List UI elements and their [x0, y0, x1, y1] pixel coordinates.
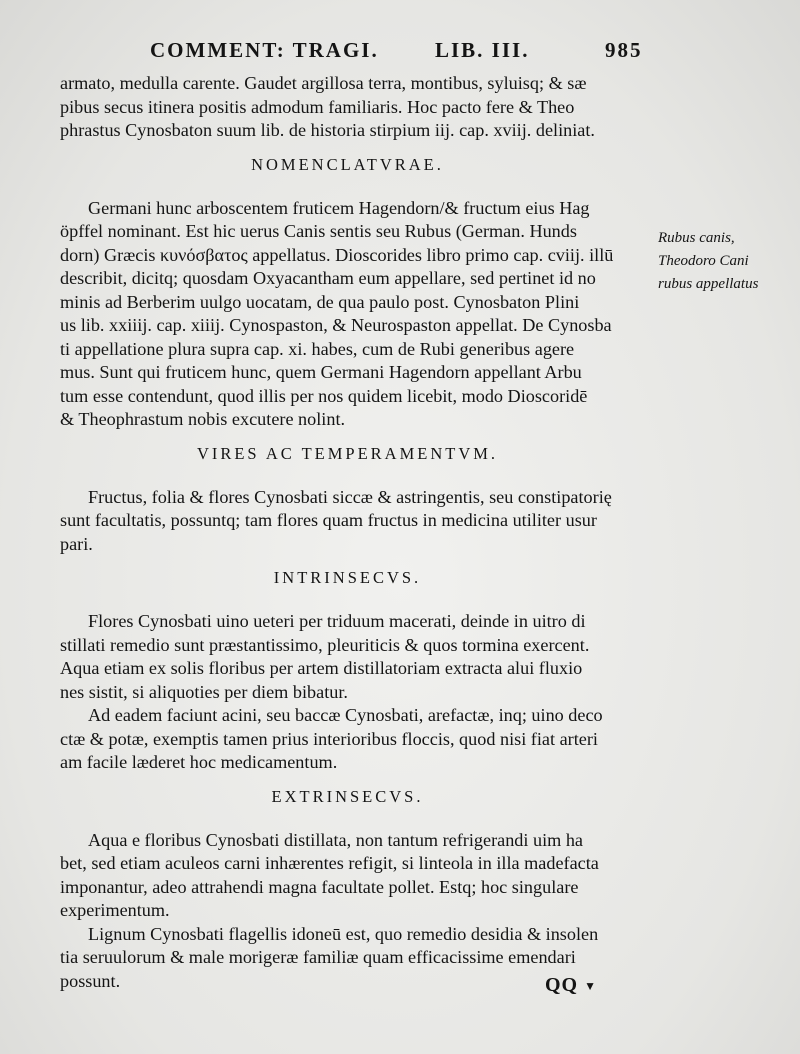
text-line: dorn) Græcis κυνόσβατος appellatus. Dioscorides libro primo cap. cviij. illū	[60, 244, 614, 265]
running-head-book: LIB. III.	[435, 38, 530, 62]
text-line: mus. Sunt qui fruticem hunc, quem Germani Hagendorn appellant Arbu	[60, 362, 582, 382]
margin-note-line: rubus appellatus	[658, 276, 759, 292]
text-line: Ad eadem faciunt acini, seu baccæ Cynosbati, arefactæ, inq; uino deco	[88, 705, 603, 725]
text-line: stillati remedio sunt præstantissimo, pleuriticis & quos tormina exercent.	[60, 634, 590, 655]
text-line: pari.	[60, 533, 93, 554]
catchword-mark-icon: ▼	[584, 978, 598, 993]
section-heading-extrinsecus: EXTRINSECVS.	[271, 786, 424, 806]
text-line: us lib. xxiiij. cap. xiiij. Cynospaston, & Neurospaston appellat. De Cynosba	[60, 315, 612, 335]
text-line: experimentum.	[60, 900, 170, 920]
text-line: Lignum Cynosbati flagellis idoneū est, quo remedio desidia & insolen	[88, 923, 599, 944]
text-line: Fructus, folia & flores Cynosbati siccæ & astringentis, seu constipatorię	[88, 486, 612, 507]
text-line: bet, sed etiam aculeos carni inhærentes refigit, si linteola in illa madefacta	[60, 853, 599, 873]
text-line: phrastus Cynosbaton suum lib. de historia stirpium iij. cap. xviij. deliniat.	[60, 120, 595, 140]
section-heading-intrinsecus: INTRINSECVS.	[273, 568, 422, 587]
text-line: Flores Cynosbati uino ueteri per triduum macerati, deinde in uitro di	[88, 611, 586, 631]
margin-note-line: Theodoro Cani	[658, 253, 749, 269]
text-line: öpffel nominant. Est hic uerus Canis sentis seu Rubus (German. Hunds	[60, 221, 577, 241]
margin-note	[658, 227, 798, 296]
text-line: sunt facultatis, possuntq; tam flores quam fructus in medicina utiliter usur	[60, 510, 597, 530]
text-line: & Theophrastum nobis excutere nolint.	[60, 409, 346, 429]
text-line: am facile læderet hoc medicamentum.	[60, 752, 338, 772]
text-line: armato, medulla carente. Gaudet argillosa terra, montibus, syluisq; & sæ	[60, 73, 587, 93]
text-line: imponantur, adeo attrahendi magna facultate pollet. Estq; hoc singulare	[60, 876, 579, 897]
page-number: 985	[605, 38, 643, 62]
signature-mark	[545, 974, 597, 997]
text-line: tia seruulorum & male morigeræ familiæ quam efficacissime emendari	[60, 947, 576, 967]
main-text	[60, 72, 655, 993]
text-line: nes sistit, si aliquoties per diem bibatur.	[60, 681, 348, 702]
text-line: Aqua e floribus Cynosbati distillata, non tantum refrigerandi uim ha	[88, 829, 583, 850]
text-line: Germani hunc arboscentem fruticem Hagendorn/& fructum eius Hag	[88, 197, 590, 218]
text-line: ti appellatione plura supra cap. xi. habes, cum de Rubi generibus agere	[60, 338, 575, 359]
text-line: describit, dicitq; quosdam Oxyacantham eum appellare, sed pertinet id no	[60, 268, 596, 288]
text-line: minis ad Berberim uulgo uocatam, de qua paulo post. Cynosbaton Plini	[60, 291, 580, 312]
section-heading-vires: VIRES AC TEMPERAMENTVM.	[196, 443, 499, 463]
signature-text: QQ	[545, 974, 579, 996]
running-head-title: COMMENT: TRAGI.	[150, 38, 379, 62]
margin-note-line: Rubus canis,	[658, 230, 735, 246]
text-line: pibus secus itinera positis admodum familiaris. Hoc pacto fere & Theo	[60, 96, 575, 117]
text-line: ctæ & potæ, exemptis tamen prius interioribus floccis, quod nisi fiat arteri	[60, 728, 598, 749]
text-line: tum esse contendunt, quod illis per nos quidem licebit, modo Dioscoridē	[60, 385, 588, 406]
section-heading-nomenclaturae: NOMENCLATVRAE.	[251, 154, 444, 174]
text-line: possunt.	[60, 970, 121, 991]
text-line: Aqua etiam ex solis floribus per artem distillatoriam extracta alui fluxio	[60, 658, 583, 678]
